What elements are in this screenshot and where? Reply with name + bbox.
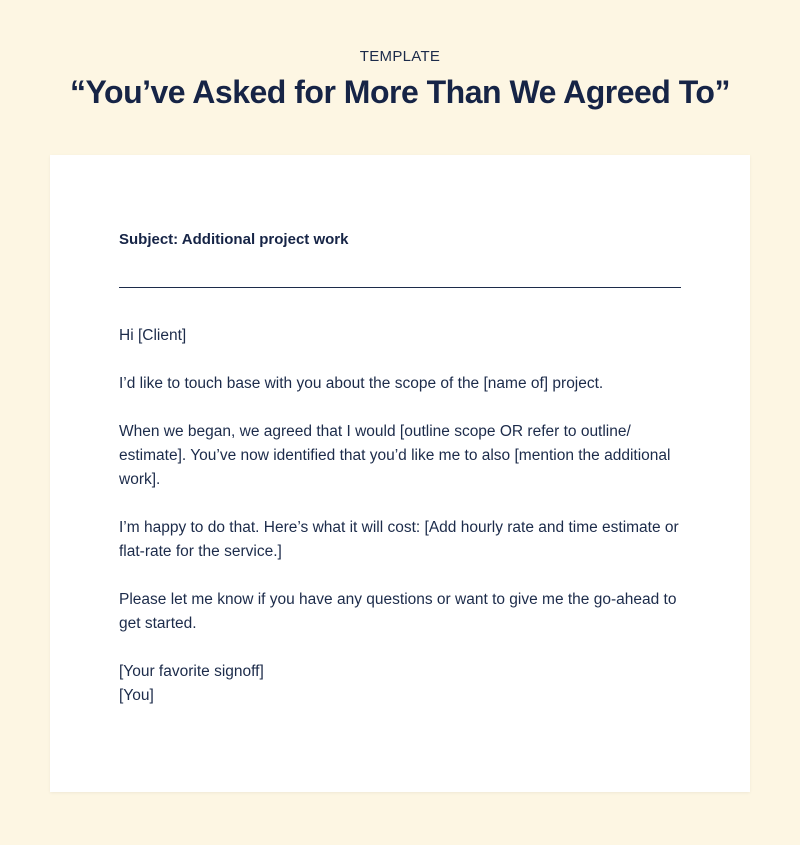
email-card	[50, 155, 750, 792]
email-signoff: [Your favorite signoff]	[119, 663, 264, 680]
email-signature: [You]	[119, 687, 154, 704]
email-paragraph-3: I’m happy to do that. Here’s what it will cost: [Add hourly rate and time estimate or flat-rate for the service.]	[119, 519, 679, 560]
email-paragraph-1: I’d like to touch base with you about the scope of the [name of] project.	[119, 375, 604, 392]
email-paragraph-2: When we began, we agreed that I would [outline scope OR refer to outline/ estimate]. You’ve now identified that you’d like me to also [mention the additional work].	[119, 423, 671, 488]
page-title: “You’ve Asked for More Than We Agreed To”	[70, 74, 730, 110]
subject-divider	[119, 287, 681, 288]
template-eyebrow: TEMPLATE	[359, 48, 441, 65]
email-subject: Subject: Additional project work	[119, 231, 349, 248]
email-paragraph-4: Please let me know if you have any questions or want to give me the go-ahead to get started.	[119, 591, 677, 632]
email-body	[119, 324, 681, 708]
email-greeting: Hi [Client]	[119, 327, 187, 344]
